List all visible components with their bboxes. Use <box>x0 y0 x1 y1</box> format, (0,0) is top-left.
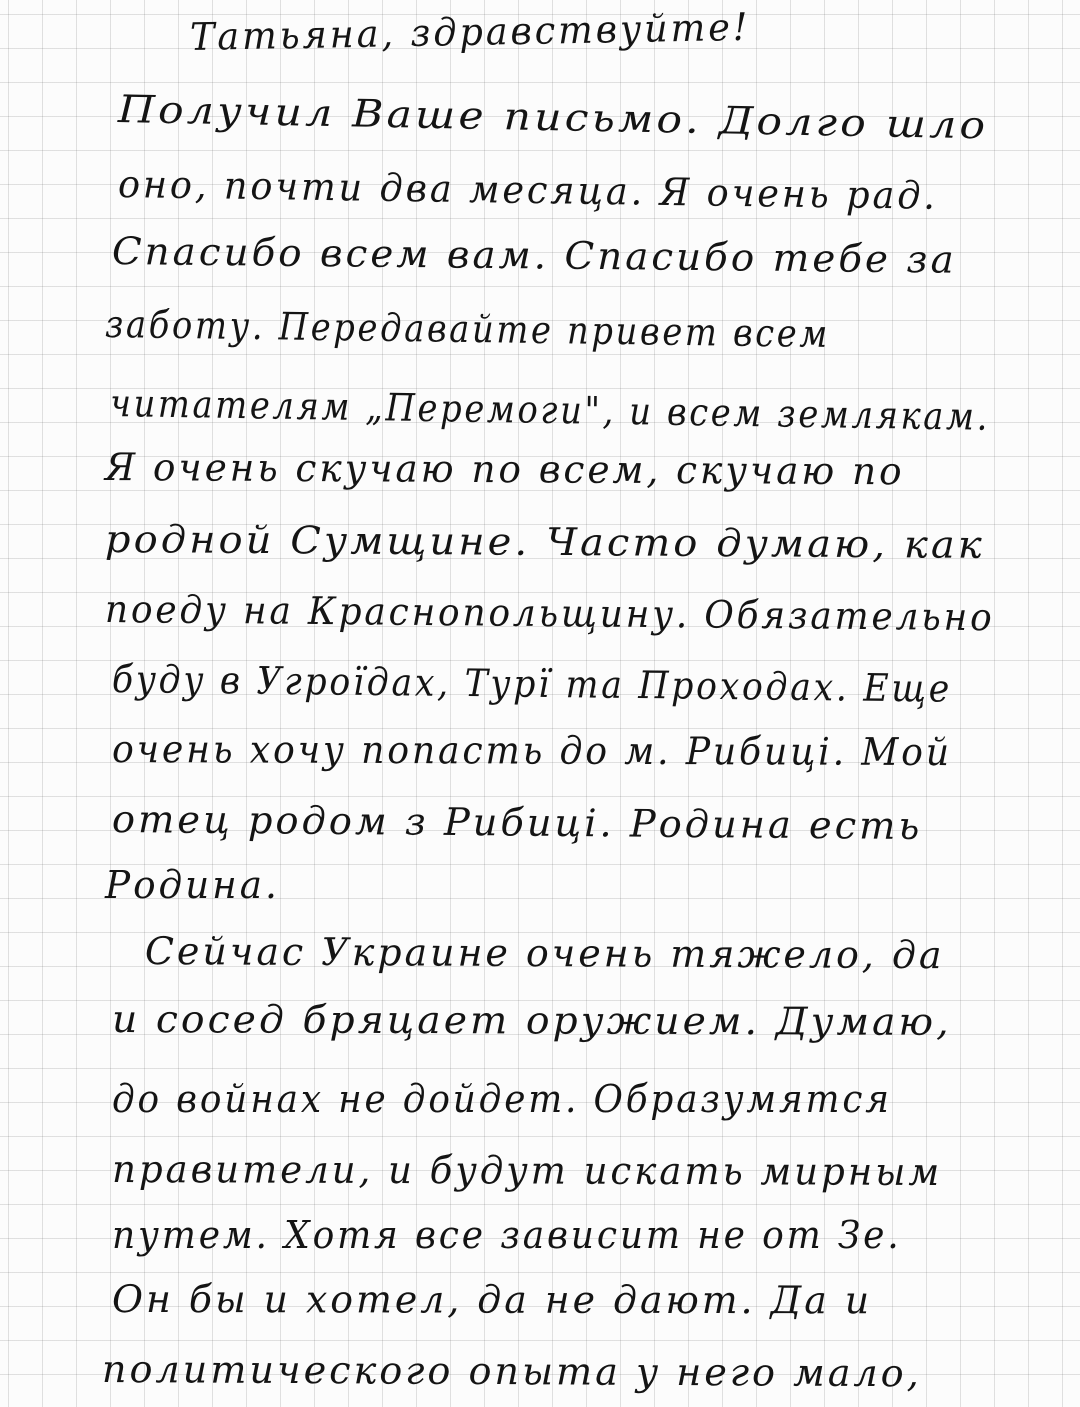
letter-line: оно, почти два месяца. Я очень рад. <box>117 162 939 218</box>
letter-line: правители, и будут искать мирным <box>111 1147 943 1194</box>
letter-line: отец родом з Рибиці. Родина есть <box>111 797 923 849</box>
letter-line: Я очень скучаю по всем, скучаю по <box>104 445 905 494</box>
letter-line: Спасибо всем вам. Спасибо тебе за <box>111 229 957 282</box>
letter-line: путем. Хотя все зависит не от Зе. <box>112 1213 902 1257</box>
letter-line: Он бы и хотел, да не дают. Да и <box>111 1277 873 1323</box>
letter-line: политического опыта у него мало, <box>101 1347 922 1396</box>
greeting-line: Татьяна, здравствуйте! <box>189 4 751 59</box>
letter-line: родной Сумщине. Часто думаю, как <box>104 517 985 567</box>
letter-line: и сосед бряцает оружием. Думаю, <box>111 997 952 1044</box>
letter-line: Сейчас Украине очень тяжело, да <box>144 929 945 978</box>
letter-line: читателям „Перемоги", и всем землякам. <box>109 381 991 439</box>
letter-line: до войнах не дойдет. Образумятся <box>112 1077 892 1121</box>
letter-line: очень хочу попасть до м. Рибиці. Мой <box>111 727 953 775</box>
letter-line: Родина. <box>105 863 280 907</box>
letter-line: Получил Ваше письмо. Долго шло <box>117 87 989 148</box>
letter-line: заботу. Передавайте привет всем <box>104 302 831 356</box>
letter-line: поеду на Краснопольщину. Обязательно <box>104 587 995 640</box>
letter-line: буду в Угроїдах, Турї та Проходах. Еще <box>111 657 953 711</box>
